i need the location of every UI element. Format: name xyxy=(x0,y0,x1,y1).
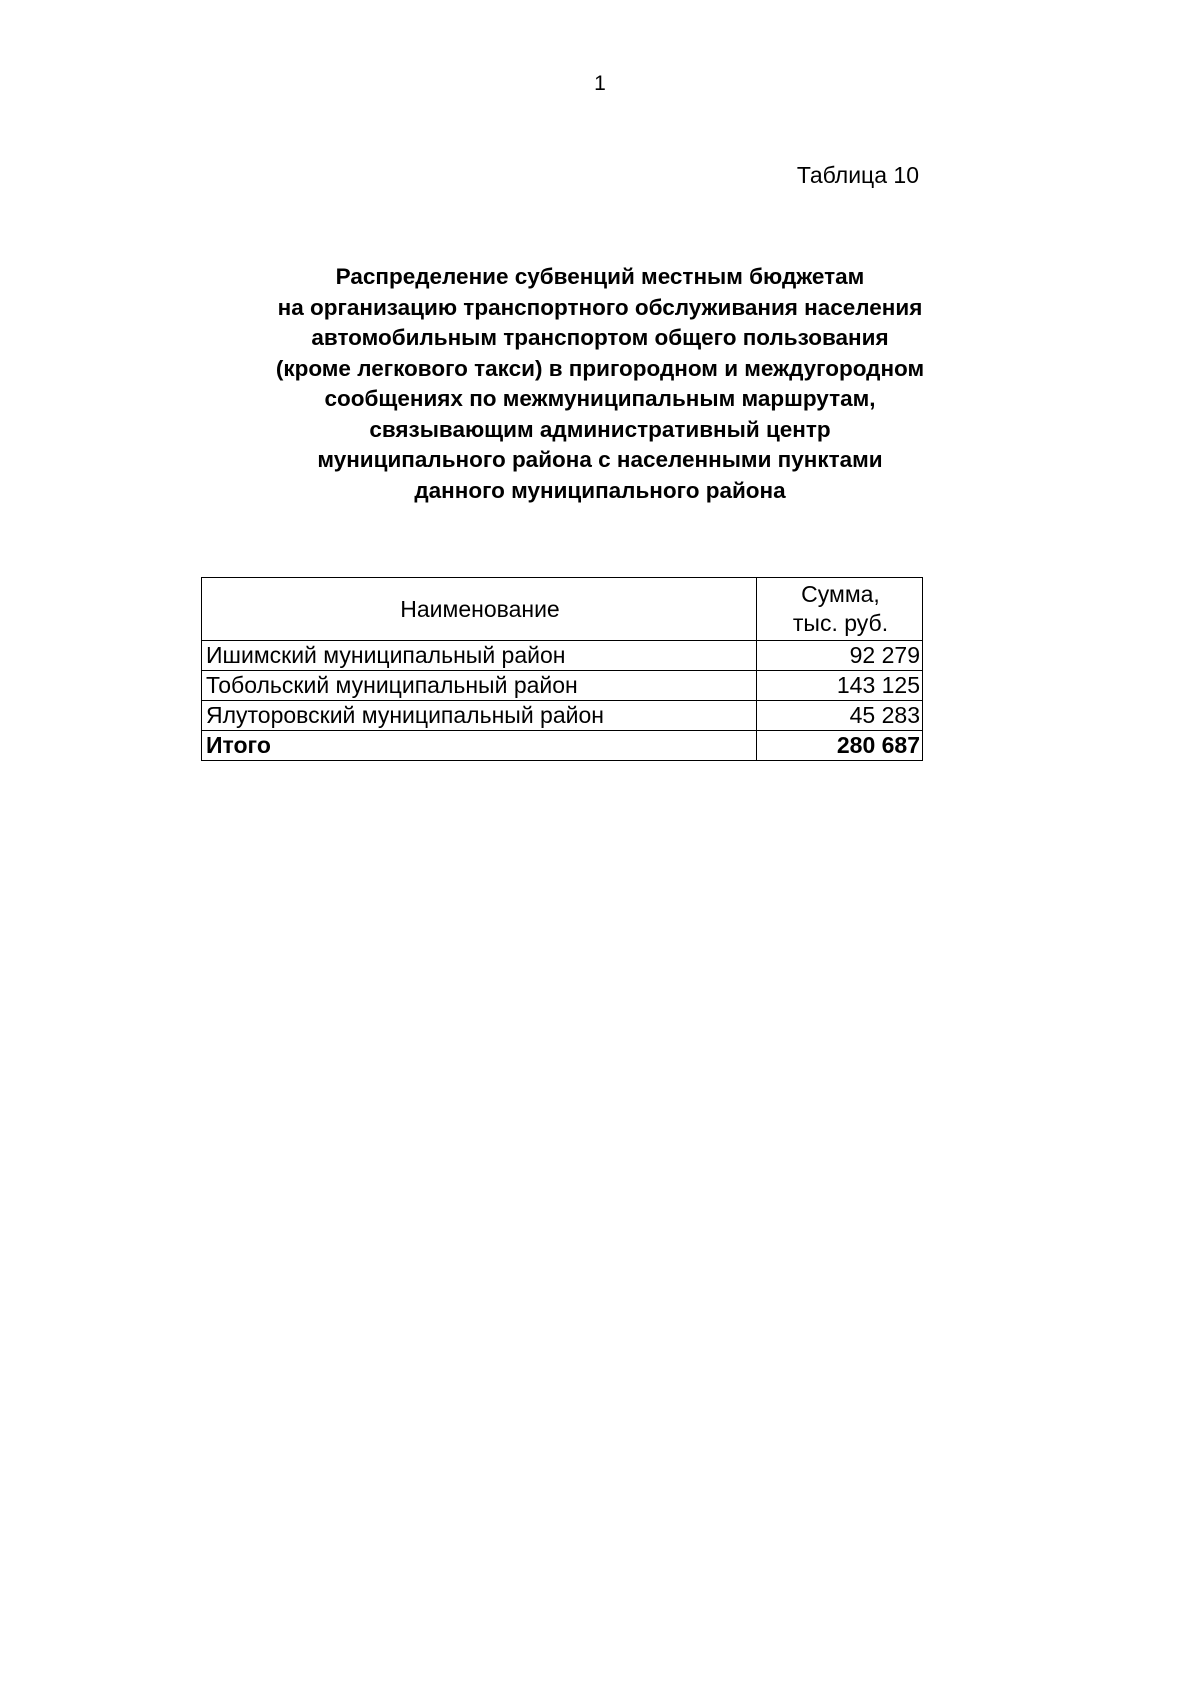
total-name: Итого xyxy=(202,731,757,761)
header-sum xyxy=(757,578,923,641)
total-row xyxy=(202,731,923,761)
title-line: сообщениях по межмуниципальным маршрутам, xyxy=(324,386,876,411)
row-name: Ялуторовский муниципальный район xyxy=(202,701,757,731)
row-name: Тобольский муниципальный район xyxy=(202,671,757,701)
title-line: муниципального района с населенными пунктами xyxy=(317,447,883,472)
title-line: данного муниципального района xyxy=(414,477,786,503)
row-sum: 45 283 xyxy=(757,701,923,731)
title-line: на организацию транспортного обслуживания населения xyxy=(277,294,923,320)
table-row xyxy=(202,641,923,671)
row-name: Ишимский муниципальный район xyxy=(202,641,757,671)
title-line: автомобильным транспортом общего пользования xyxy=(311,325,889,350)
table-row xyxy=(202,671,923,701)
title-line: связывающим административный центр xyxy=(369,416,831,442)
header-sum-line1: Сумма, xyxy=(801,581,880,607)
table-header-row xyxy=(202,578,923,641)
table-row xyxy=(202,701,923,731)
document-title xyxy=(0,262,1200,506)
subvention-table xyxy=(201,577,923,761)
table-label: Таблица 10 xyxy=(796,162,919,188)
header-name: Наименование xyxy=(202,578,757,641)
total-sum: 280 687 xyxy=(757,731,923,761)
row-sum: 143 125 xyxy=(757,671,923,701)
row-sum: 92 279 xyxy=(757,641,923,671)
title-line: Распределение субвенций местным бюджетам xyxy=(335,264,865,289)
page-number: 1 xyxy=(594,72,606,95)
title-line: (кроме легкового такси) в пригородном и междугородном xyxy=(275,355,925,381)
header-sum-line2: тыс. руб. xyxy=(792,610,889,636)
